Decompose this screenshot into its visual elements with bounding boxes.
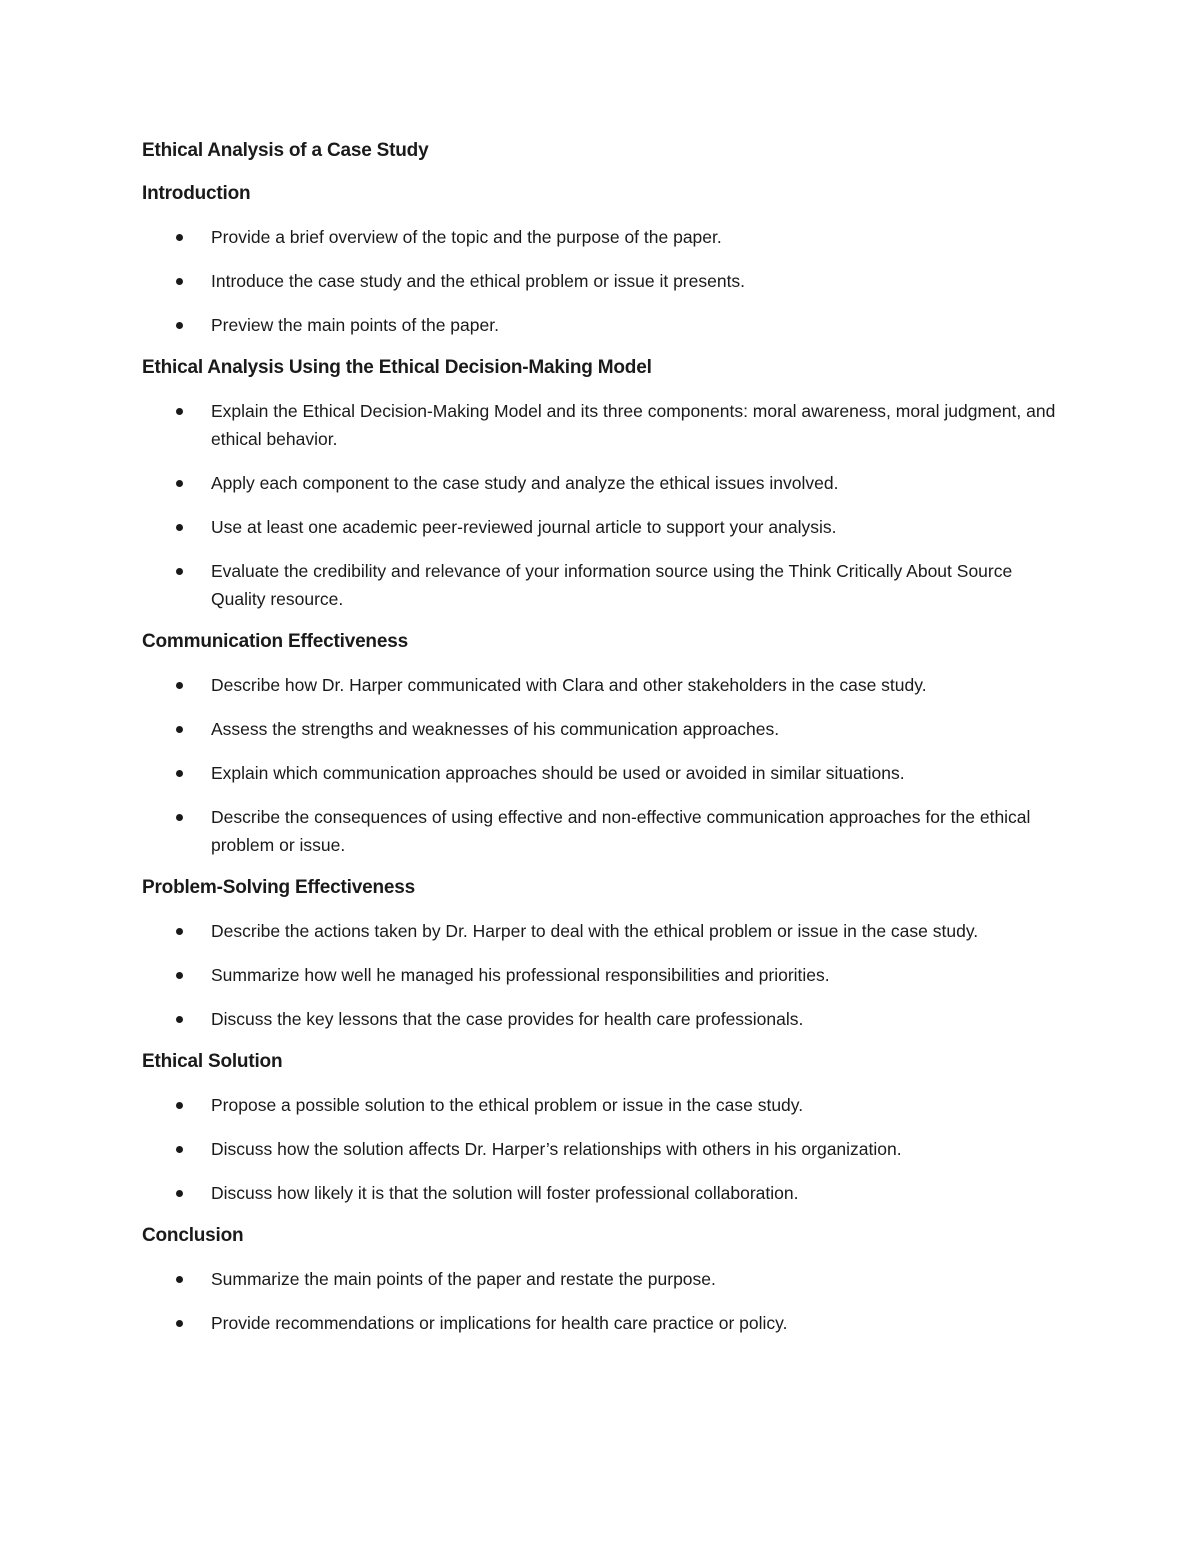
list-item-text: Summarize the main points of the paper and restate the purpose.: [211, 1269, 716, 1289]
bullet-icon: [176, 682, 183, 689]
list-item-text: Evaluate the credibility and relevance of your information source using the Think Critically About Source Quality resource.: [211, 561, 1013, 609]
list-item: [142, 557, 1062, 613]
list-item-text: Describe how Dr. Harper communicated with Clara and other stakeholders in the case study.: [211, 675, 927, 695]
list-item-text: Use at least one academic peer-reviewed journal article to support your analysis.: [211, 517, 837, 537]
bullet-icon: [176, 568, 183, 575]
list-item: [142, 513, 1062, 541]
list-item: [142, 961, 1062, 989]
bullet-icon: [176, 234, 183, 241]
bullet-list: [142, 397, 1062, 613]
list-item-text: Discuss the key lessons that the case provides for health care professionals.: [211, 1009, 804, 1029]
section-heading: Conclusion: [142, 1225, 244, 1246]
section-heading: Introduction: [142, 183, 251, 204]
bullet-icon: [176, 1320, 183, 1327]
bullet-list: [142, 917, 1062, 1033]
list-item: [142, 1179, 1062, 1207]
list-item: [142, 267, 1062, 295]
bullet-icon: [176, 322, 183, 329]
section-heading: Ethical Solution: [142, 1051, 283, 1072]
list-item: [142, 1309, 1062, 1337]
list-item-text: Discuss how the solution affects Dr. Harper’s relationships with others in his organization.: [211, 1139, 902, 1159]
list-item-text: Explain which communication approaches should be used or avoided in similar situations.: [211, 763, 905, 783]
bullet-icon: [176, 928, 183, 935]
bullet-list: [142, 223, 1062, 339]
bullet-icon: [176, 278, 183, 285]
list-item: [142, 917, 1062, 945]
list-item: [142, 1091, 1062, 1119]
list-item: [142, 803, 1062, 859]
bullet-icon: [176, 1102, 183, 1109]
list-item: [142, 715, 1062, 743]
list-item-text: Provide recommendations or implications for health care practice or policy.: [211, 1313, 788, 1333]
bullet-icon: [176, 726, 183, 733]
list-item-text: Provide a brief overview of the topic and the purpose of the paper.: [211, 227, 722, 247]
list-item: [142, 223, 1062, 251]
bullet-list: [142, 671, 1062, 859]
list-item-text: Introduce the case study and the ethical problem or issue it presents.: [211, 271, 746, 291]
list-item: [142, 311, 1062, 339]
bullet-icon: [176, 1190, 183, 1197]
document-title: Ethical Analysis of a Case Study: [142, 140, 429, 161]
bullet-icon: [176, 770, 183, 777]
document: [142, 138, 1062, 1353]
list-item-text: Summarize how well he managed his professional responsibilities and priorities.: [211, 965, 830, 985]
bullet-icon: [176, 972, 183, 979]
list-item-text: Propose a possible solution to the ethical problem or issue in the case study.: [211, 1095, 804, 1115]
bullet-icon: [176, 524, 183, 531]
list-item-text: Preview the main points of the paper.: [211, 315, 499, 335]
section-heading: Ethical Analysis Using the Ethical Decision-Making Model: [142, 357, 652, 378]
bullet-icon: [176, 814, 183, 821]
list-item: [142, 671, 1062, 699]
list-item: [142, 1005, 1062, 1033]
list-item-text: Describe the actions taken by Dr. Harper to deal with the ethical problem or issue in the case study.: [211, 921, 979, 941]
list-item-text: Apply each component to the case study and analyze the ethical issues involved.: [211, 473, 839, 493]
list-item-text: Discuss how likely it is that the solution will foster professional collaboration.: [211, 1183, 799, 1203]
bullet-icon: [176, 408, 183, 415]
bullet-list: [142, 1091, 1062, 1207]
sections-container: [142, 181, 1062, 1337]
section-heading: Communication Effectiveness: [142, 631, 408, 652]
bullet-list: [142, 1265, 1062, 1337]
bullet-icon: [176, 1016, 183, 1023]
list-item-text: Explain the Ethical Decision-Making Model and its three components: moral awareness, moral judgment, and ethical behavior.: [211, 401, 1056, 449]
list-item-text: Assess the strengths and weaknesses of his communication approaches.: [211, 719, 780, 739]
bullet-icon: [176, 1146, 183, 1153]
list-item-text: Describe the consequences of using effective and non-effective communication approaches for the ethical problem or issue.: [211, 807, 1031, 855]
list-item: [142, 1135, 1062, 1163]
section-heading: Problem-Solving Effectiveness: [142, 877, 415, 898]
list-item: [142, 469, 1062, 497]
list-item: [142, 1265, 1062, 1293]
bullet-icon: [176, 480, 183, 487]
list-item: [142, 759, 1062, 787]
list-item: [142, 397, 1062, 453]
bullet-icon: [176, 1276, 183, 1283]
